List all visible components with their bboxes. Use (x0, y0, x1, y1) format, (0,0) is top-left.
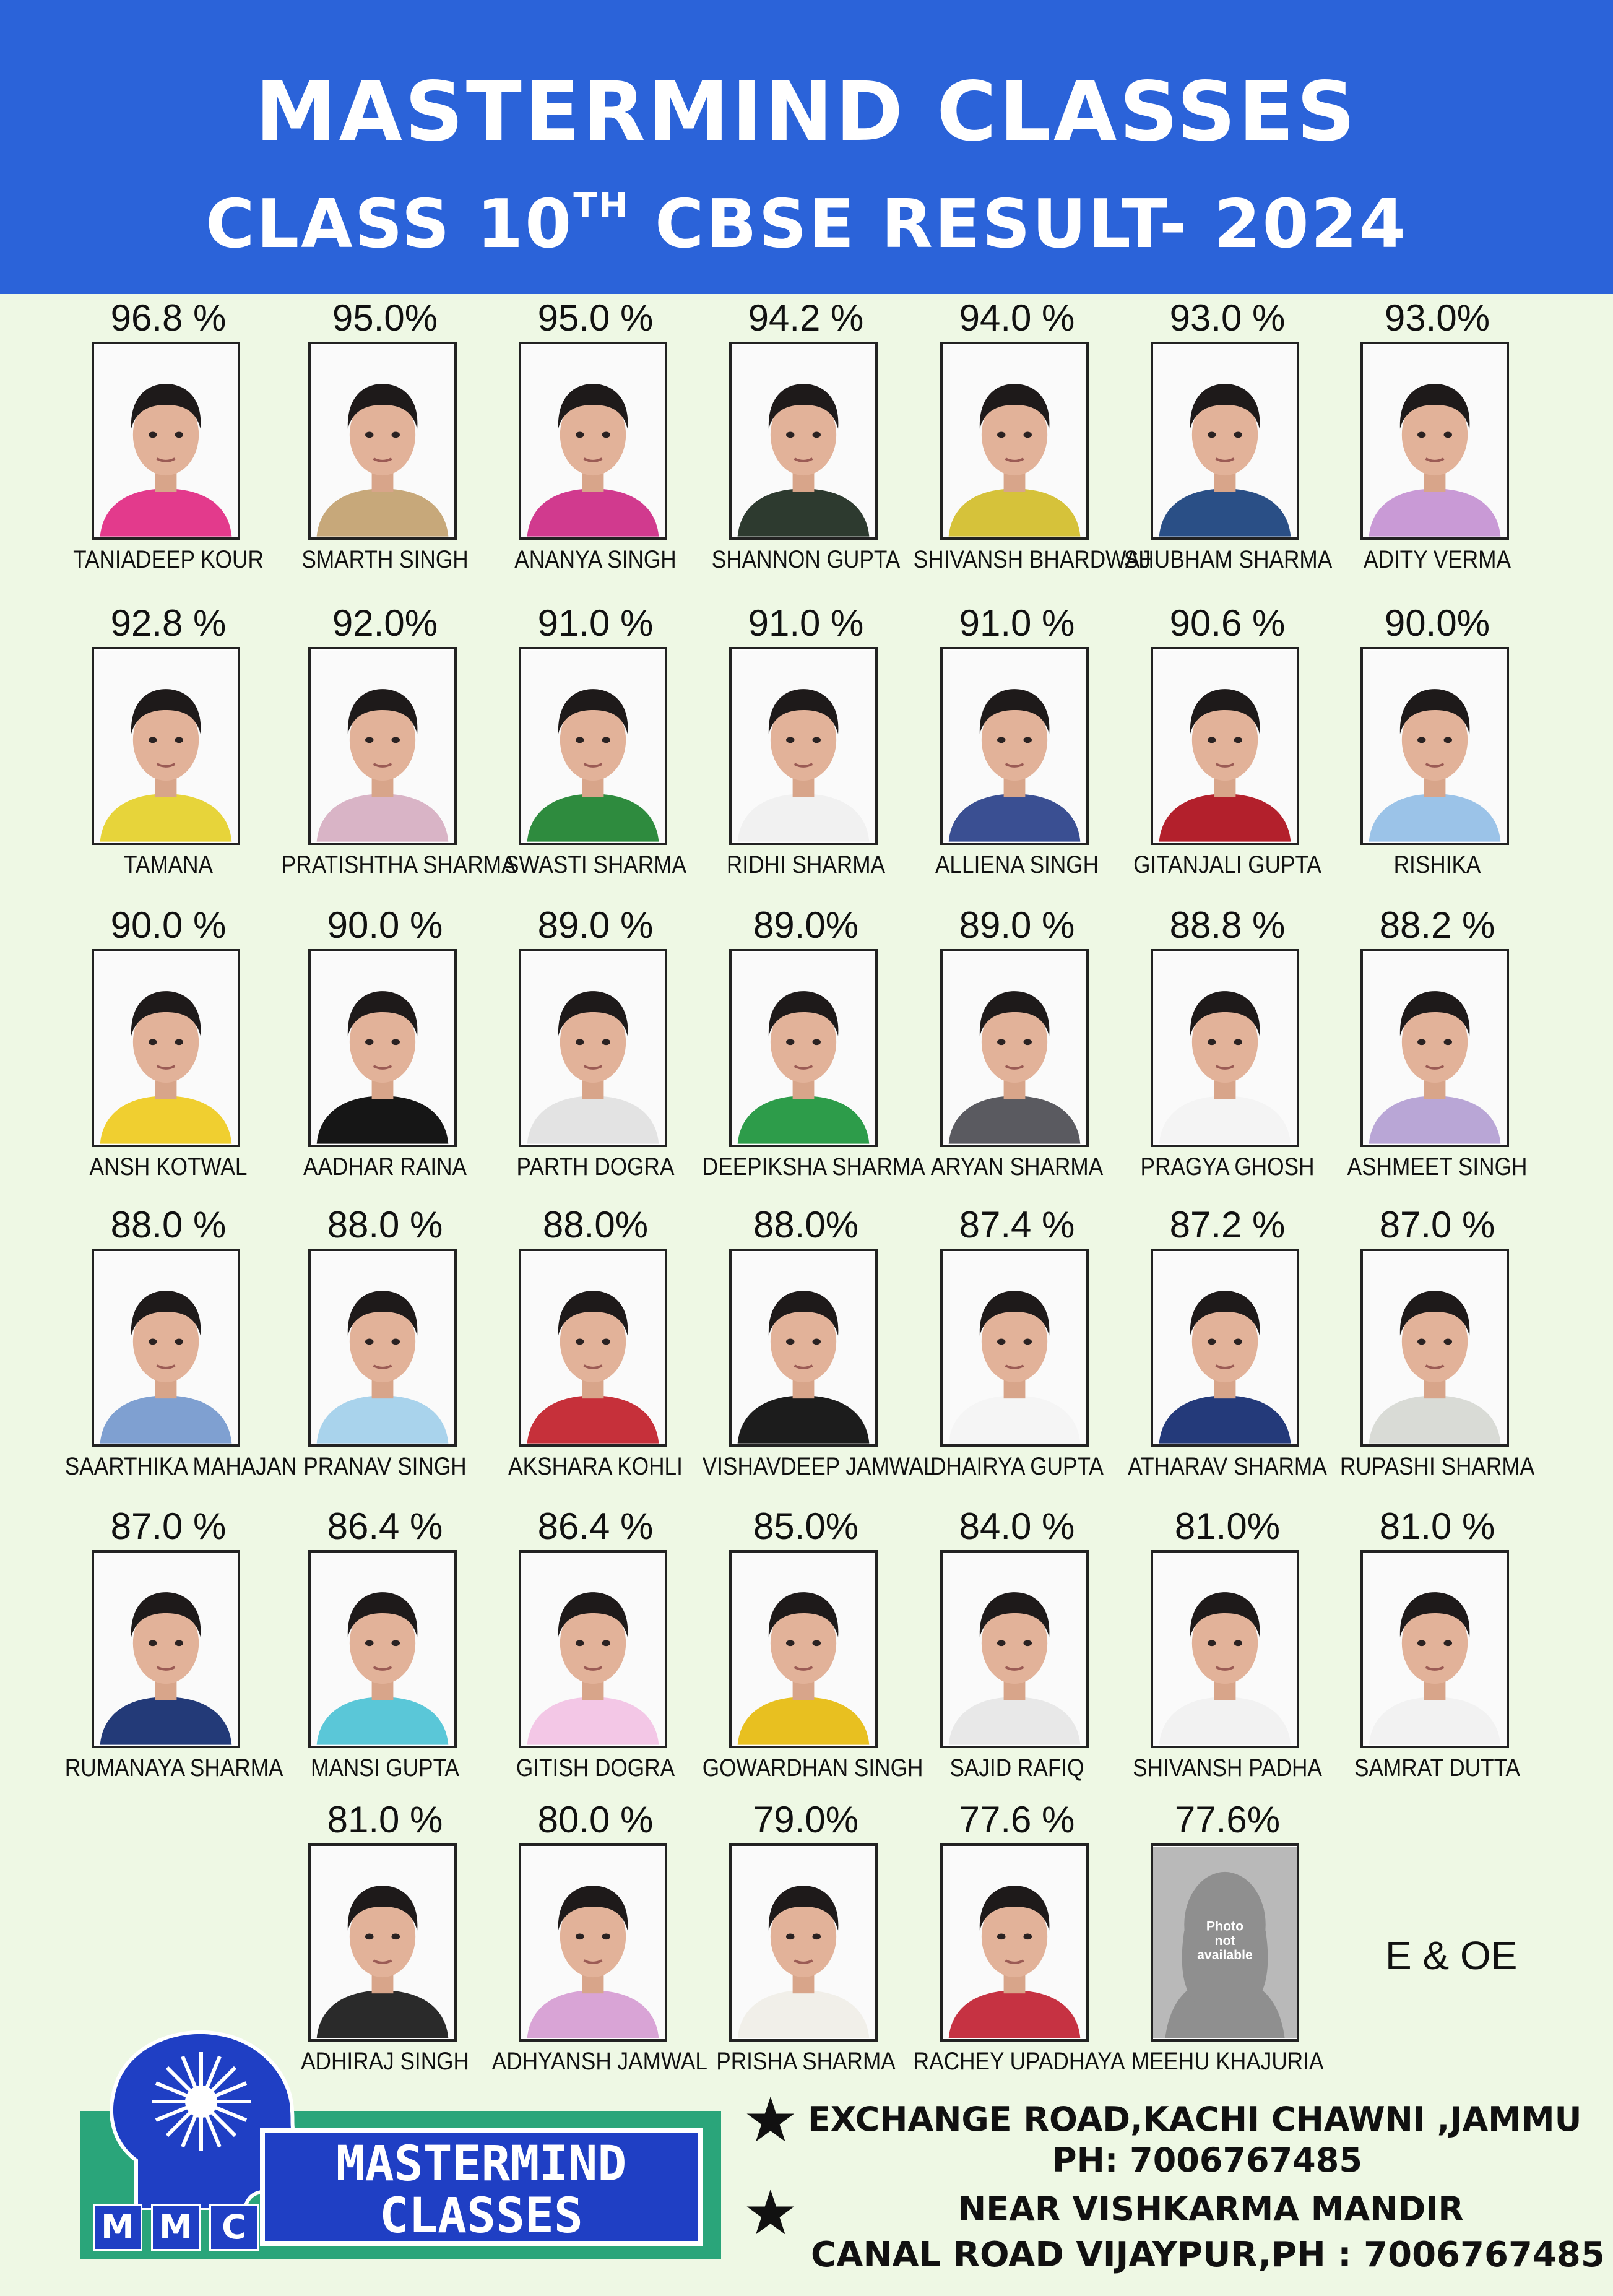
student-name: ANSH KOTWAL (89, 1153, 248, 1180)
student-photo (940, 342, 1089, 540)
portrait-icon (94, 1553, 238, 1746)
portrait-icon (521, 951, 665, 1145)
header-banner (0, 0, 1613, 294)
student-card (701, 1800, 911, 2091)
student-card (280, 1507, 490, 1798)
student-photo (92, 342, 240, 540)
student-photo (519, 1249, 667, 1447)
student-photo (519, 1843, 667, 2042)
student-percentage: 93.0 % (1169, 297, 1286, 339)
student-percentage: 86.4 % (327, 1505, 443, 1547)
student-card (912, 906, 1122, 1197)
portrait-icon (943, 1846, 1086, 2039)
student-card (490, 1205, 701, 1496)
mastermind-logo (80, 2024, 721, 2259)
student-photo (729, 342, 878, 540)
student-name: RUMANAYA SHARMA (64, 1754, 283, 1782)
student-card (701, 1505, 923, 1798)
student-percentage: 88.0% (753, 1204, 859, 1245)
student-photo (940, 1550, 1089, 1748)
student-percentage: 77.6 % (959, 1799, 1075, 1840)
student-percentage: 90.0 % (110, 904, 227, 946)
student-percentage: 81.0 % (1379, 1505, 1495, 1547)
student-name: PRANAV SINGH (303, 1453, 467, 1480)
student-percentage: 86.4 % (537, 1505, 654, 1547)
student-card (280, 298, 490, 589)
student-card (912, 1507, 1122, 1798)
portrait-icon (1153, 951, 1297, 1145)
student-percentage: 88.0 % (110, 1204, 227, 1245)
mmc-letters (93, 2204, 259, 2251)
student-percentage: 88.8 % (1169, 904, 1286, 946)
portrait-icon (521, 1553, 665, 1746)
student-name: ADHIRAJ SINGH (301, 2048, 469, 2075)
portrait-icon (1153, 649, 1297, 843)
student-photo (1151, 342, 1299, 540)
student-card (1332, 1205, 1542, 1496)
portrait-icon (311, 951, 454, 1145)
address-line-3: CANAL ROAD VIJAYPUR,PH : 7006767485 (811, 2235, 1605, 2275)
star-icon: ★ (743, 2086, 798, 2155)
portrait-icon (1153, 1553, 1297, 1746)
portrait-icon (311, 649, 454, 843)
portrait-icon (732, 1553, 875, 1746)
student-name: GOWARDHAN SINGH (702, 1754, 923, 1782)
student-percentage: 87.2 % (1169, 1204, 1286, 1245)
student-percentage: 94.2 % (748, 297, 864, 339)
address-line-2: NEAR VISHKARMA MANDIR (958, 2190, 1464, 2229)
portrait-icon (1153, 1251, 1297, 1444)
student-photo (1360, 1550, 1509, 1748)
star-icon: ★ (743, 2178, 798, 2248)
student-photo (940, 1843, 1089, 2042)
mmc-letter: M (151, 2204, 201, 2251)
student-photo (519, 1550, 667, 1748)
student-name: PARTH DOGRA (516, 1153, 675, 1180)
student-card (912, 297, 1151, 589)
portrait-icon (943, 1251, 1086, 1444)
student-name: PRATISHTHA SHARMA (281, 851, 516, 878)
student-card (912, 1205, 1122, 1496)
student-percentage: 91.0 % (748, 602, 864, 644)
student-photo (729, 1249, 878, 1447)
student-photo (1360, 647, 1509, 845)
portrait-icon (732, 951, 875, 1145)
student-name: RIDHI SHARMA (726, 851, 886, 878)
portrait-icon (94, 344, 238, 537)
student-percentage: 94.0 % (959, 297, 1075, 339)
address-line-1: EXCHANGE ROAD,KACHI CHAWNI ,JAMMU (808, 2100, 1582, 2139)
student-percentage: 91.0 % (537, 602, 654, 644)
student-card (1332, 906, 1542, 1197)
student-name: DEEPIKSHA SHARMA (702, 1153, 925, 1180)
student-card (1122, 906, 1333, 1197)
student-name: SWASTI SHARMA (504, 851, 687, 878)
student-card (1332, 604, 1542, 895)
portrait-icon (94, 951, 238, 1145)
student-name: MANSI GUPTA (311, 1754, 459, 1782)
student-photo (92, 949, 240, 1147)
student-card (1332, 298, 1542, 589)
student-photo (940, 1249, 1089, 1447)
student-name: ATHARAV SHARMA (1128, 1453, 1327, 1480)
student-name: GITANJALI GUPTA (1133, 851, 1321, 878)
student-name: SHIVANSH PADHA (1133, 1754, 1322, 1782)
student-photo (729, 1550, 878, 1748)
student-name: AKSHARA KOHLI (508, 1453, 683, 1480)
student-card (63, 1505, 283, 1798)
portrait-icon (943, 951, 1086, 1145)
student-name: TAMANA (123, 851, 214, 878)
student-photo (519, 949, 667, 1147)
portrait-icon (1363, 649, 1507, 843)
student-percentage: 88.0 % (327, 1204, 443, 1245)
student-percentage: 80.0 % (537, 1799, 654, 1840)
student-name: ARYAN SHARMA (930, 1153, 1104, 1180)
student-percentage: 84.0 % (959, 1505, 1075, 1547)
student-card (701, 298, 911, 589)
phone-line-1: PH: 7006767485 (1052, 2141, 1362, 2180)
student-name: VISHAVDEEP JAMWAL (702, 1453, 936, 1480)
student-percentage: 89.0 % (537, 904, 654, 946)
result-title: CLASS 10TH CBSE RESULT- 2024 (205, 186, 1408, 263)
student-photo (92, 1550, 240, 1748)
student-photo (308, 647, 457, 845)
student-percentage: 88.0% (542, 1204, 649, 1245)
student-percentage: 87.4 % (959, 1204, 1075, 1245)
student-name: AADHAR RAINA (303, 1153, 467, 1180)
student-card (490, 604, 701, 895)
student-card (1122, 604, 1333, 895)
student-photo (92, 647, 240, 845)
student-photo (1151, 1249, 1299, 1447)
student-percentage: 90.6 % (1169, 602, 1286, 644)
student-photo (1360, 949, 1509, 1147)
student-photo (940, 647, 1089, 845)
portrait-icon (1363, 951, 1507, 1145)
student-photo (1151, 647, 1299, 845)
student-photo (729, 949, 878, 1147)
student-photo (308, 949, 457, 1147)
portrait-icon (311, 344, 454, 537)
portrait-icon (732, 1846, 875, 2039)
brand-line1: MASTERMIND (335, 2136, 627, 2192)
student-percentage: 88.2 % (1379, 904, 1495, 946)
student-name: ADHYANSH JAMWAL (491, 2048, 707, 2075)
student-name: SHANNON GUPTA (711, 546, 901, 573)
portrait-icon (1363, 1251, 1507, 1444)
student-photo (1360, 1249, 1509, 1447)
eoe-note: E & OE (1385, 1933, 1518, 1978)
portrait-icon (732, 344, 875, 537)
photo-placeholder-text: Photo not available (1197, 1918, 1253, 1963)
student-card (490, 906, 701, 1197)
student-name: ANANYA SINGH (514, 546, 677, 573)
portrait-icon (521, 1846, 665, 2039)
student-percentage: 85.0% (753, 1505, 859, 1547)
student-name: SHUBHAM SHARMA (1123, 546, 1333, 573)
student-percentage: 95.0 % (537, 297, 654, 339)
student-name: GITISH DOGRA (516, 1754, 675, 1782)
student-card (701, 904, 925, 1197)
student-card (1332, 1507, 1542, 1798)
student-photo (308, 342, 457, 540)
student-percentage: 89.0 % (959, 904, 1075, 946)
student-percentage: 92.8 % (110, 602, 227, 644)
student-photo (1360, 342, 1509, 540)
student-percentage: 92.0% (332, 602, 438, 644)
brand-name-box (260, 2128, 703, 2246)
student-photo (1151, 949, 1299, 1147)
student-card (701, 1204, 936, 1496)
student-card (280, 602, 516, 895)
student-percentage: 79.0% (753, 1799, 859, 1840)
student-percentage: 81.0 % (327, 1799, 443, 1840)
student-percentage: 87.0 % (110, 1505, 227, 1547)
institute-title: MASTERMIND CLASSES (255, 64, 1358, 160)
student-card (63, 1204, 297, 1496)
student-name: ADITY VERMA (1364, 546, 1511, 573)
student-name: TANIADEEP KOUR (73, 546, 264, 573)
student-card (63, 604, 274, 895)
student-percentage: 77.6% (1174, 1799, 1281, 1840)
portrait-icon (521, 649, 665, 843)
portrait-icon (732, 1251, 875, 1444)
portrait-icon (94, 649, 238, 843)
student-name: DHAIRYA GUPTA (930, 1453, 1104, 1480)
student-card (63, 298, 274, 589)
student-card (490, 298, 701, 589)
student-name: MEEHU KHAJURIA (1131, 2048, 1324, 2075)
student-card (280, 1205, 490, 1496)
portrait-icon (311, 1251, 454, 1444)
student-photo (1151, 1843, 1299, 2042)
student-percentage: 93.0% (1384, 297, 1490, 339)
student-card (701, 604, 911, 895)
student-percentage: 95.0% (332, 297, 438, 339)
student-card (1122, 1800, 1333, 2091)
portrait-icon (1363, 1553, 1507, 1746)
brand-line2: CLASSES (379, 2188, 583, 2244)
portrait-icon (1153, 344, 1297, 537)
student-card (490, 1507, 701, 1798)
student-photo (729, 1843, 878, 2042)
student-photo (729, 647, 878, 845)
photo-placeholder-icon (1153, 1846, 1297, 2039)
student-card (63, 906, 274, 1197)
student-percentage: 81.0% (1174, 1505, 1281, 1547)
student-name: SAJID RAFIQ (949, 1754, 1084, 1782)
student-photo (308, 1550, 457, 1748)
student-name: PRAGYA GHOSH (1140, 1153, 1315, 1180)
student-photo (308, 1249, 457, 1447)
student-name: PRISHA SHARMA (716, 2048, 896, 2075)
student-card (280, 906, 490, 1197)
student-name: SAMRAT DUTTA (1354, 1754, 1520, 1782)
portrait-icon (94, 1251, 238, 1444)
student-photo (1151, 1550, 1299, 1748)
student-card (1122, 1205, 1333, 1496)
student-photo (519, 647, 667, 845)
student-percentage: 96.8 % (110, 297, 227, 339)
student-card (1122, 1507, 1333, 1798)
student-percentage: 90.0% (1384, 602, 1490, 644)
student-name: SHIVANSH BHARDWAJ (913, 546, 1151, 573)
portrait-icon (943, 344, 1086, 537)
mmc-letter: C (209, 2204, 259, 2251)
mmc-letter: M (93, 2204, 142, 2251)
portrait-icon (311, 1553, 454, 1746)
portrait-icon (943, 1553, 1086, 1746)
student-photo (519, 342, 667, 540)
portrait-icon (521, 344, 665, 537)
student-card (1122, 298, 1333, 589)
portrait-icon (521, 1251, 665, 1444)
student-name: RACHEY UPADHAYA (913, 2048, 1125, 2075)
student-name: SMARTH SINGH (301, 546, 469, 573)
student-name: RUPASHI SHARMA (1339, 1453, 1535, 1480)
student-name: ASHMEET SINGH (1347, 1153, 1528, 1180)
portrait-icon (732, 649, 875, 843)
student-percentage: 90.0 % (327, 904, 443, 946)
student-photo (308, 1843, 457, 2042)
portrait-icon (943, 649, 1086, 843)
student-photo (940, 949, 1089, 1147)
student-percentage: 87.0 % (1379, 1204, 1495, 1245)
student-percentage: 89.0% (753, 904, 859, 946)
student-name: ALLIENA SINGH (935, 851, 1099, 878)
student-card (912, 1799, 1125, 2091)
student-name: RISHIKA (1393, 851, 1481, 878)
student-photo (92, 1249, 240, 1447)
student-percentage: 91.0 % (959, 602, 1075, 644)
student-name: SAARTHIKA MAHAJAN (64, 1453, 297, 1480)
portrait-icon (311, 1846, 454, 2039)
student-card (912, 604, 1122, 895)
portrait-icon (1363, 344, 1507, 537)
